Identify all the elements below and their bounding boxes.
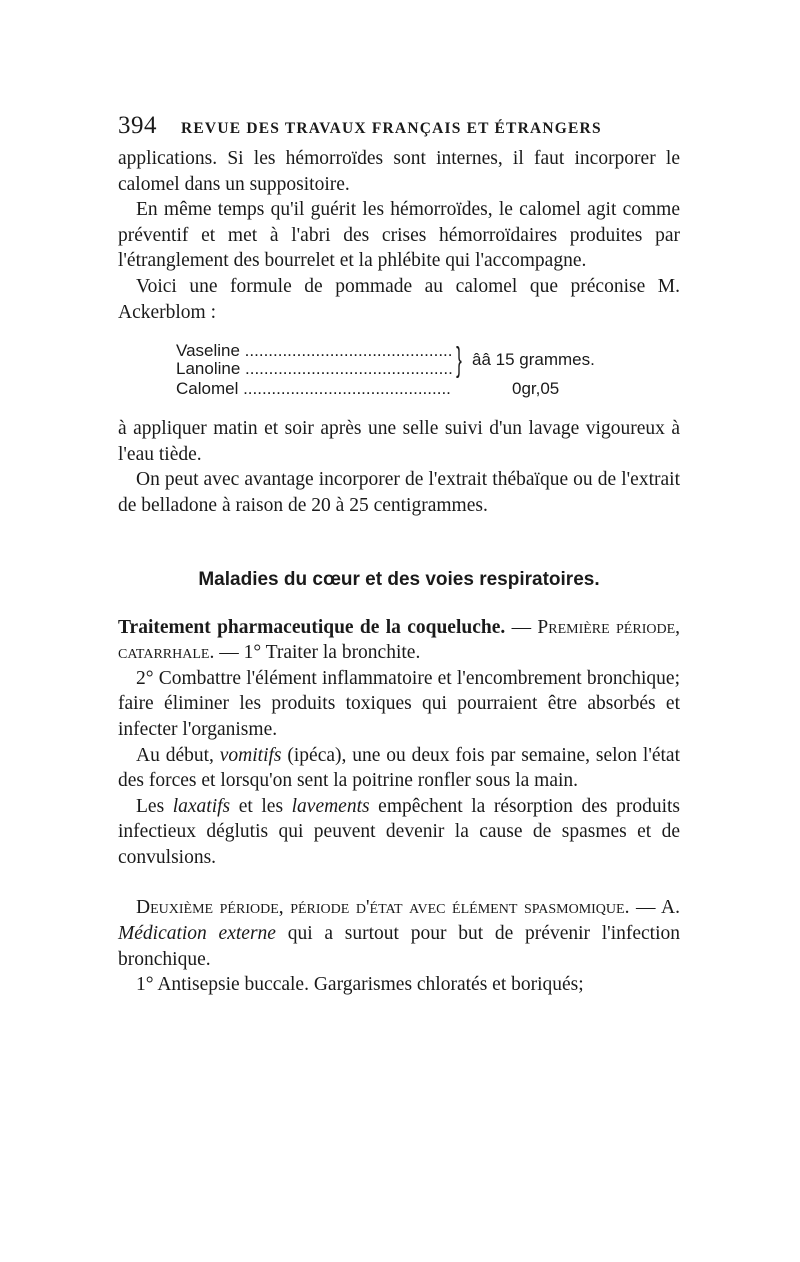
page-header [118,112,680,146]
emphasis-vomitifs: vomitifs [219,744,282,766]
paragraph-4: à appliquer matin et soir après une selle suivi d'un lavage vigoureux à l'eau tiède. [118,418,680,465]
paragraph-9: Les laxatifs et les lavements empêchent la résorption des produits infectieux déglutis qui peuvent devenir la cause de spasmes et de convulsions. [118,795,680,868]
period-label: Première période, catarrhale. [118,616,680,664]
section-title: Maladies du cœur et des voies respiratoires. [198,568,600,590]
emphasis-lavements: lavements [291,795,370,817]
paragraph-6: Traitement pharmaceutique de la coqueluche. — Première période, catarrhale. — 1° Traiter la bronchite. [118,616,680,664]
formula-qty-calomel: 0gr,05 [512,379,560,399]
paragraph-8: Au début, vomitifs (ipéca), une ou deux fois par semaine, selon l'état des forces et lorsqu'on sent la poitrine ronfler sous la main. [118,744,680,792]
page [118,112,680,998]
paragraph-11: 1° Antisepsie buccale. Gargarismes chloratés et boriqués; [136,974,584,996]
formula-qty-grams: ââ 15 grammes. [472,350,595,370]
formula-item-calomel: Calomel ..... [176,380,452,398]
formula-block [176,342,596,398]
formula-item-vaseline: Vaseline ..... [176,342,452,360]
second-period-label: Deuxième période, période d'état avec élément spasmomique. [136,897,630,919]
running-head: REVUE DES TRAVAUX FRANÇAIS ET ÉTRANGERS [181,120,602,137]
paragraph-10: Deuxième période, période d'état avec élément spasmomique. — A. Médication externe qui a surtout pour but de prévenir l'infection bronchique. [118,897,681,970]
emphasis-medication: Médication externe [118,923,276,945]
paragraph-3: Voici une formule de pommade au calomel que préconise M. Ackerblom : [118,275,680,323]
brace-icon: } [456,341,462,380]
paragraph-1: applications. Si les hémorroïdes sont internes, il faut incorporer le calomel dans un suppositoire. [118,148,680,195]
formula-group [176,342,596,378]
paragraph-5: On peut avec avantage incorporer de l'extrait thébaïque ou de l'extrait de belladone à raison de 20 à 25 centigrammes. [118,469,680,516]
formula-item-lanoline: Lanoline ..... [176,360,452,378]
paragraph-2: En même temps qu'il guérit les hémorroïdes, le calomel agit comme préventif et met à l'abri des crises hémorroïdaires produites par l'étranglement des bourrelet et la phlébite qui l'accompagne. [118,199,680,272]
paragraph-7: 2° Combattre l'élément inflammatoire et l'encombrement bronchique; faire éliminer les produits toxiques qui pourraient être absorbés et infecter l'organisme. [118,667,680,740]
emphasis-laxatifs: laxatifs [172,795,231,817]
page-number: 394 [118,112,157,139]
article-title: Traitement pharmaceutique de la coqueluche. [118,616,506,638]
